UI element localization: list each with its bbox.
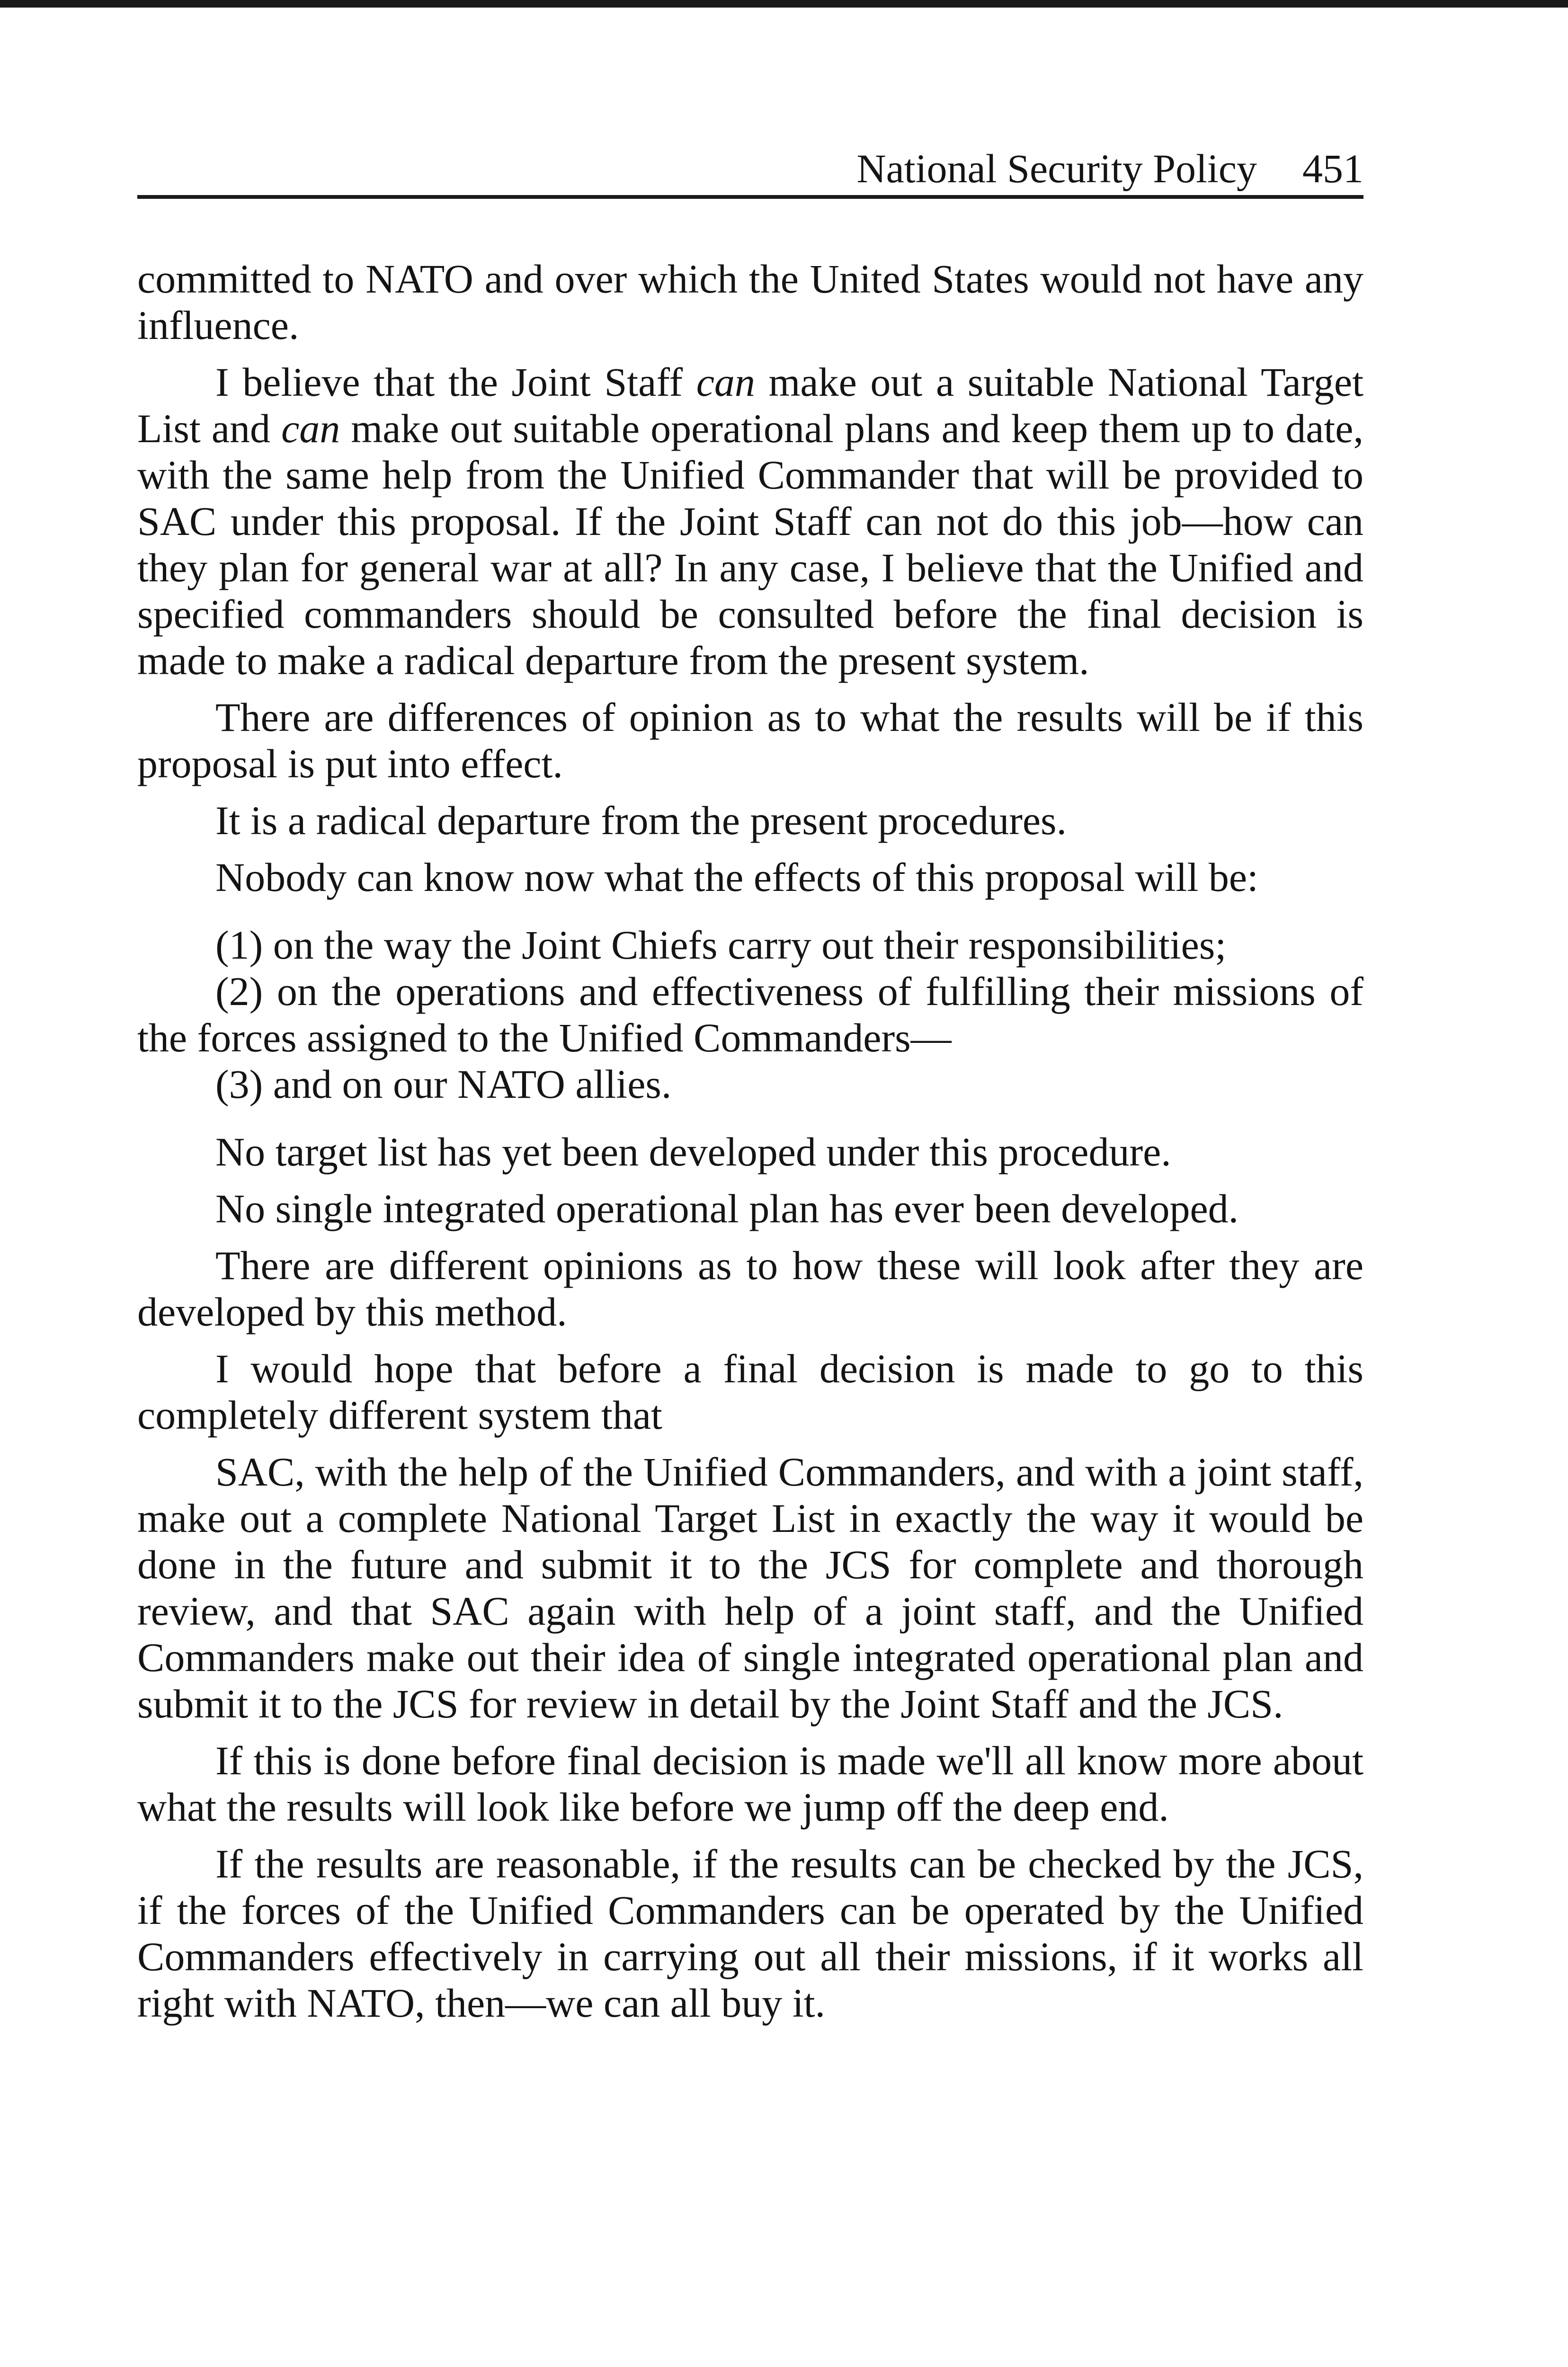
paragraph-radical-departure: It is a radical departure from the present procedures. xyxy=(215,798,1067,843)
paragraph-continuation: committed to NATO and over which the United States would not have any influence. xyxy=(137,256,1363,348)
page-number: 451 xyxy=(1302,146,1363,191)
paragraph-different-opinions: There are different opinions as to how these will look after they are developed by this method. xyxy=(137,1243,1363,1335)
paragraph-nobody-can-know: Nobody can know now what the effects of this proposal will be: xyxy=(215,854,1258,900)
header-rule xyxy=(137,195,1363,199)
paragraph-sac-proposal: SAC, with the help of the Unified Commanders, and with a joint staff, make out a complete National Target List in exactly the way it would be done in the future and submit it to the JCS for complete and thorough review, and that SAC again with help of a joint staff, and the Unified Commanders make out their idea of single integrated operational plan and submit it to the JCS for review in detail by the Joint Staff and the JCS. xyxy=(137,1449,1363,1726)
paragraph-if-done: If this is done before final decision is made we'll all know more about what the results will look like before we jump off the deep end. xyxy=(137,1738,1363,1830)
paragraph-conclusion: If the results are reasonable, if the results can be checked by the JCS, if the forces of the Unified Commanders can be operated by the Unified Commanders effectively in carrying out all their missions, if it works all right with NATO, then—we can all buy it. xyxy=(137,1841,1363,2026)
body-text xyxy=(137,256,1363,2037)
paragraph-hope: I would hope that before a final decision is made to go to this completely different system that xyxy=(137,1346,1363,1438)
paragraph-no-target-list: No target list has yet been developed under this procedure. xyxy=(215,1129,1171,1175)
emphasis-can: can xyxy=(281,406,340,451)
paragraph-text: make out a suitable National Target List and xyxy=(137,359,1363,451)
running-head-title: National Security Policy xyxy=(856,146,1257,191)
paragraph-joint-staff xyxy=(137,359,1363,684)
paragraph-differences: There are differences of opinion as to what the results will be if this proposal is put into effect. xyxy=(137,694,1363,786)
emphasis-can: can xyxy=(696,359,755,405)
paragraph-no-single-plan: No single integrated operational plan has ever been developed. xyxy=(215,1186,1239,1231)
list-item: (2) on the operations and effectiveness of fulfilling their missions of the forces assigned to the Unified Commanders— xyxy=(137,969,1363,1060)
scan-top-border xyxy=(0,0,1568,8)
list-item: (3) and on our NATO allies. xyxy=(215,1061,672,1107)
list-item: (1) on the way the Joint Chiefs carry out their responsibilities; xyxy=(215,922,1227,968)
running-head xyxy=(137,140,1363,197)
paragraph-text: make out suitable operational plans and keep them up to date, with the same help from the Unified Commander that will be provided to SAC under this proposal. If the Joint Staff can not do this job—how can they plan for general war at all? In any case, I believe that the Unified and specified commanders should be consulted before the final decision is made to make a radical departure from the present system. xyxy=(137,406,1363,683)
effects-list xyxy=(137,922,1363,1107)
paragraph-text: I believe that the Joint Staff xyxy=(215,359,696,405)
